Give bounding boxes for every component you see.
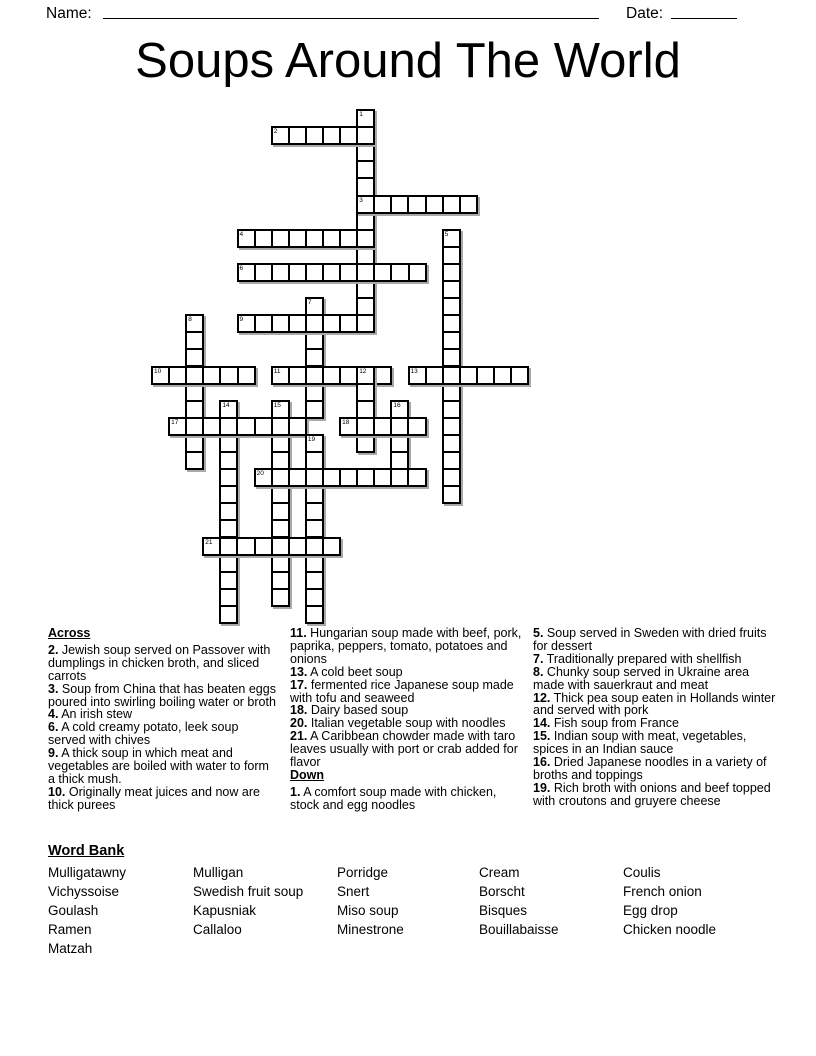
grid-number-1: 1	[359, 111, 363, 118]
grid-cell[interactable]	[495, 368, 512, 383]
grid-cell[interactable]	[307, 607, 322, 624]
grid-cell[interactable]	[273, 539, 290, 554]
grid-number-16: 16	[393, 401, 401, 409]
grid-cell[interactable]	[187, 333, 202, 350]
grid-cell[interactable]	[221, 539, 238, 554]
clue-column-2	[290, 627, 523, 812]
grid-number-20: 20	[256, 470, 264, 478]
grid-cell[interactable]	[341, 128, 358, 143]
clue-across-11: 11. Hungarian soup made with beef, pork, paprika, peppers, tomato, potatoes and onions	[290, 626, 522, 666]
clue-number: 3.	[48, 681, 59, 696]
grid-cell[interactable]	[307, 470, 324, 485]
grid-cell[interactable]	[256, 539, 273, 554]
clue-number: 6.	[48, 720, 59, 735]
clue-column-3	[533, 627, 783, 808]
word-bank-item: Bouillabaisse	[479, 922, 559, 937]
grid-cell[interactable]	[444, 368, 461, 383]
grid-number-12: 12	[359, 367, 367, 375]
grid-cell[interactable]	[290, 231, 307, 246]
grid-cell[interactable]	[444, 316, 459, 333]
clue-down-8: 8. Chunky soup served in Ukraine area made with sauerkraut and meat	[533, 664, 750, 692]
word-bank-item: Mulligan	[193, 865, 244, 880]
grid-number-11: 11	[273, 367, 281, 375]
grid-cell[interactable]	[307, 556, 322, 573]
grid-cell[interactable]	[444, 282, 459, 299]
grid-number-17: 17	[171, 418, 179, 426]
grid-number-14: 14	[222, 401, 230, 409]
word-bank-item: Snert	[337, 884, 370, 899]
grid-cell[interactable]	[307, 402, 322, 419]
grid-cell[interactable]	[444, 487, 459, 504]
grid-cell[interactable]	[221, 504, 236, 521]
grid-cell[interactable]	[187, 419, 204, 434]
clue-number: 8.	[533, 664, 544, 679]
word-18-across	[339, 417, 427, 436]
grid-cell[interactable]	[324, 368, 341, 383]
grid-cell[interactable]	[375, 265, 392, 280]
grid-cell[interactable]	[392, 197, 409, 212]
grid-cell[interactable]	[290, 265, 307, 280]
clue-down-12: 12. Thick pea soup eaten in Hollands winter and served with pork	[533, 690, 776, 718]
grid-cell[interactable]	[358, 282, 373, 299]
clue-number: 2.	[48, 642, 59, 657]
grid-cell[interactable]	[307, 128, 324, 143]
grid-number-10: 10	[154, 367, 162, 375]
word-bank-item: Goulash	[48, 903, 99, 918]
grid-cell[interactable]	[307, 368, 324, 383]
grid-cell[interactable]	[427, 368, 444, 383]
grid-cell[interactable]	[358, 316, 375, 331]
clue-number: 12.	[533, 690, 551, 705]
clue-number: 16.	[533, 755, 551, 770]
grid-cell[interactable]	[239, 368, 256, 383]
word-bank-item: Cream	[479, 865, 520, 880]
grid-cell[interactable]	[238, 419, 255, 434]
grid-cell[interactable]	[221, 607, 236, 624]
grid-cell[interactable]	[187, 368, 204, 383]
grid-cell[interactable]	[444, 453, 459, 470]
clue-across-20: 20. Italian vegetable soup with noodles	[290, 716, 506, 731]
word-bank-column-2	[193, 863, 303, 939]
clue-number: 5.	[533, 626, 544, 640]
grid-cell[interactable]	[409, 197, 426, 212]
clue-number: 13.	[290, 664, 308, 679]
grid-cell[interactable]	[358, 231, 375, 246]
date-label: Date:	[626, 5, 664, 22]
clue-column-1	[48, 627, 278, 812]
word-bank-item: Coulis	[623, 865, 661, 880]
grid-cell[interactable]	[444, 436, 459, 453]
grid-cell[interactable]	[375, 368, 392, 383]
grid-number-7: 7	[307, 299, 312, 307]
grid-cell[interactable]	[221, 590, 236, 607]
grid-cell[interactable]	[444, 248, 459, 265]
clue-number: 18.	[290, 703, 308, 718]
word-bank-header: Word Bank	[48, 843, 125, 859]
grid-cell[interactable]	[204, 419, 221, 434]
clue-number: 7.	[533, 651, 544, 666]
word-bank-item: Vichyssoise	[48, 884, 120, 899]
grid-cell[interactable]	[392, 470, 409, 485]
grid-cell[interactable]	[221, 419, 238, 434]
clue-across-6: 6. A cold creamy potato, leek soup served with chives	[48, 720, 239, 748]
clue-down-5: 5. Soup served in Sweden with dried fruits for dessert	[533, 626, 767, 653]
grid-cell[interactable]	[375, 470, 392, 485]
clue-down-15: 15. Indian soup with meat, vegetables, spices in an Indian sauce	[533, 729, 747, 757]
grid-cell[interactable]	[324, 470, 341, 485]
clue-number: 4.	[48, 707, 59, 722]
word-2-across	[271, 126, 376, 145]
grid-cell[interactable]	[273, 590, 288, 607]
grid-cell[interactable]	[341, 265, 358, 280]
grid-cell[interactable]	[273, 231, 290, 246]
word-bank-column-4	[479, 863, 559, 939]
grid-number-3: 3	[359, 196, 363, 204]
word-bank-item: Callaloo	[193, 922, 242, 937]
word-bank-item: Porridge	[337, 865, 389, 880]
grid-cell[interactable]	[341, 316, 358, 331]
grid-number-8: 8	[188, 316, 192, 324]
grid-number-21: 21	[205, 538, 213, 546]
grid-cell[interactable]	[358, 128, 375, 143]
clue-across-10: 10. Originally meat juices and now are thick purees	[48, 784, 260, 812]
word-12-down	[356, 366, 375, 454]
grid-cell[interactable]	[444, 197, 461, 212]
grid-cell[interactable]	[290, 128, 307, 143]
grid-cell[interactable]	[444, 299, 459, 316]
clue-number: 14.	[533, 716, 551, 731]
clue-across-4: 4. An irish stew	[48, 707, 133, 722]
word-bank-item: Matzah	[48, 941, 93, 956]
grid-cell[interactable]	[392, 419, 409, 434]
clue-down-19: 19. Rich broth with onions and beef topped with croutons and gruyere cheese	[533, 780, 771, 808]
grid-cell[interactable]	[307, 265, 324, 280]
word-13-across	[408, 366, 530, 385]
grid-cell[interactable]	[307, 590, 322, 607]
word-19-down	[305, 434, 324, 624]
clue-down-16: 16. Dried Japanese noodles in a variety of broths and toppings	[533, 755, 767, 782]
grid-cell[interactable]	[358, 385, 373, 402]
grid-cell[interactable]	[358, 419, 375, 434]
grid-cell[interactable]	[273, 316, 290, 331]
grid-cell[interactable]	[358, 145, 373, 162]
down-header: Down	[290, 767, 325, 782]
grid-number-19: 19	[307, 435, 316, 443]
grid-cell[interactable]	[409, 419, 426, 434]
grid-cell[interactable]	[341, 231, 358, 246]
grid-number-9: 9	[239, 316, 244, 324]
grid-cell[interactable]	[187, 385, 202, 402]
clue-across-9: 9. A thick soup in which meat and vegetables are boiled with water to form a thick mush.	[48, 746, 269, 786]
clues-section	[48, 627, 788, 839]
clue-across-17: 17. fermented rice Japanese soup made with tofu and seaweed	[290, 677, 514, 705]
word-4-across	[237, 229, 376, 248]
grid-cell[interactable]	[238, 539, 255, 554]
word-bank-item: Chicken noodle	[623, 922, 717, 937]
word-20-across	[254, 468, 427, 487]
clue-number: 20.	[290, 716, 308, 731]
word-bank-item: Mulligatawny	[48, 865, 127, 880]
across-header: Across	[48, 626, 91, 640]
grid-number-18: 18	[342, 418, 350, 426]
clue-number: 21.	[290, 729, 308, 744]
page-title: Soups Around The World	[135, 34, 681, 88]
word-3-across	[356, 195, 478, 214]
clue-across-3: 3. Soup from China that has beaten eggs poured into swirling boiling water or broth	[48, 681, 276, 709]
grid-cell[interactable]	[358, 436, 373, 453]
grid-cell[interactable]	[221, 368, 238, 383]
word-bank-item: Egg drop	[623, 903, 678, 918]
grid-cell[interactable]	[307, 316, 324, 331]
grid-cell[interactable]	[444, 419, 459, 436]
grid-cell[interactable]	[273, 487, 288, 504]
grid-cell[interactable]	[256, 265, 273, 280]
word-bank-item: French onion	[623, 884, 702, 899]
word-bank-item: Miso soup	[337, 903, 399, 918]
name-label: Name:	[46, 5, 92, 22]
grid-cell[interactable]	[307, 539, 324, 554]
grid-cell[interactable]	[461, 368, 478, 383]
grid-cell[interactable]	[341, 470, 358, 485]
clue-across-18: 18. Dairy based soup	[290, 703, 409, 718]
grid-cell[interactable]	[375, 419, 392, 434]
grid-cell[interactable]	[444, 470, 459, 487]
word-bank-column-5	[623, 863, 716, 939]
clue-number: 1.	[290, 784, 301, 799]
clue-down-14: 14. Fish soup from France	[533, 716, 679, 731]
grid-cell[interactable]	[307, 573, 322, 590]
grid-cell[interactable]	[290, 539, 307, 554]
word-bank-item: Minestrone	[337, 922, 404, 937]
word-bank-column-3	[337, 863, 404, 939]
grid-cell[interactable]	[187, 453, 202, 470]
word-17-across	[168, 417, 307, 436]
clue-number: 10.	[48, 784, 66, 799]
clue-down-7: 7. Traditionally prepared with shellfish	[533, 651, 742, 666]
grid-cell[interactable]	[273, 470, 290, 485]
grid-cell[interactable]	[444, 385, 459, 402]
grid-cell[interactable]	[221, 436, 236, 453]
word-bank-item: Swedish fruit soup	[193, 884, 304, 899]
grid-cell[interactable]	[478, 368, 495, 383]
clue-number: 19.	[533, 780, 551, 795]
word-bank-section	[48, 843, 788, 973]
grid-cell[interactable]	[273, 556, 288, 573]
word-10-across	[151, 366, 256, 385]
word-bank-columns	[48, 863, 788, 973]
grid-number-4: 4	[239, 230, 244, 238]
grid-cell[interactable]	[409, 470, 426, 485]
clue-number: 17.	[290, 677, 308, 692]
grid-cell[interactable]	[324, 539, 341, 554]
grid-cell[interactable]	[273, 265, 290, 280]
grid-cell[interactable]	[461, 197, 478, 212]
grid-cell[interactable]	[290, 368, 307, 383]
clue-across-13: 13. A cold beet soup	[290, 664, 403, 679]
grid-cell[interactable]	[290, 419, 307, 434]
grid-cell[interactable]	[221, 556, 236, 573]
grid-cell[interactable]	[307, 487, 322, 504]
grid-cell[interactable]	[444, 333, 459, 350]
grid-number-2: 2	[273, 128, 278, 136]
grid-number-6: 6	[239, 264, 244, 272]
grid-cell[interactable]	[273, 436, 288, 453]
word-21-across	[202, 537, 341, 556]
clue-number: 9.	[48, 746, 59, 761]
word-bank-item: Ramen	[48, 922, 92, 937]
grid-cell[interactable]	[221, 573, 236, 590]
grid-cell[interactable]	[307, 231, 324, 246]
word-bank-item: Borscht	[479, 884, 525, 899]
grid-cell[interactable]	[324, 231, 341, 246]
grid-cell[interactable]	[221, 470, 236, 487]
grid-cell[interactable]	[324, 265, 341, 280]
grid-cell[interactable]	[307, 504, 322, 521]
grid-cell[interactable]	[358, 470, 375, 485]
grid-cell[interactable]	[221, 487, 236, 504]
word-8-down	[185, 314, 204, 470]
grid-cell[interactable]	[307, 333, 322, 350]
grid-cell[interactable]	[204, 368, 221, 383]
word-bank-column-1	[48, 863, 126, 958]
grid-number-13: 13	[410, 367, 418, 375]
word-bank-item: Kapusniak	[193, 903, 257, 918]
grid-cell[interactable]	[512, 368, 529, 383]
grid-cell[interactable]	[273, 419, 290, 434]
grid-cell[interactable]	[375, 197, 392, 212]
word-bank-item: Bisques	[479, 903, 528, 918]
grid-cell[interactable]	[324, 316, 341, 331]
grid-cell[interactable]	[392, 436, 407, 453]
grid-cell[interactable]	[273, 504, 288, 521]
grid-cell[interactable]	[392, 265, 409, 280]
clue-across-21: 21. A Caribbean chowder made with taro leaves usually with port or crab added for flavor	[290, 729, 518, 770]
grid-cell[interactable]	[290, 316, 307, 331]
grid-number-15: 15	[273, 401, 281, 409]
clue-across-2: 2. Jewish soup served on Passover with dumplings in chicken broth, and sliced carrots	[48, 642, 271, 683]
grid-cell[interactable]	[256, 231, 273, 246]
grid-cell[interactable]	[221, 453, 236, 470]
grid-cell[interactable]	[307, 385, 322, 402]
clue-number: 15.	[533, 729, 551, 744]
grid-cell[interactable]	[256, 419, 273, 434]
grid-cell[interactable]	[444, 402, 459, 419]
grid-cell[interactable]	[358, 265, 375, 280]
grid-cell[interactable]	[444, 265, 459, 282]
word-6-across	[237, 263, 427, 282]
grid-cell[interactable]	[187, 436, 202, 453]
grid-cell[interactable]	[427, 197, 444, 212]
word-9-across	[237, 314, 376, 333]
grid-cell[interactable]	[170, 368, 187, 383]
grid-cell[interactable]	[410, 265, 427, 280]
grid-number-5: 5	[444, 230, 449, 238]
grid-cell[interactable]	[290, 470, 307, 485]
grid-cell[interactable]	[358, 162, 373, 179]
grid-cell[interactable]	[256, 316, 273, 331]
clue-number: 11.	[290, 626, 307, 640]
grid-cell[interactable]	[273, 573, 288, 590]
clue-down-1: 1. A comfort soup made with chicken, stock and egg noodles	[290, 784, 497, 812]
grid-cell[interactable]	[324, 128, 341, 143]
